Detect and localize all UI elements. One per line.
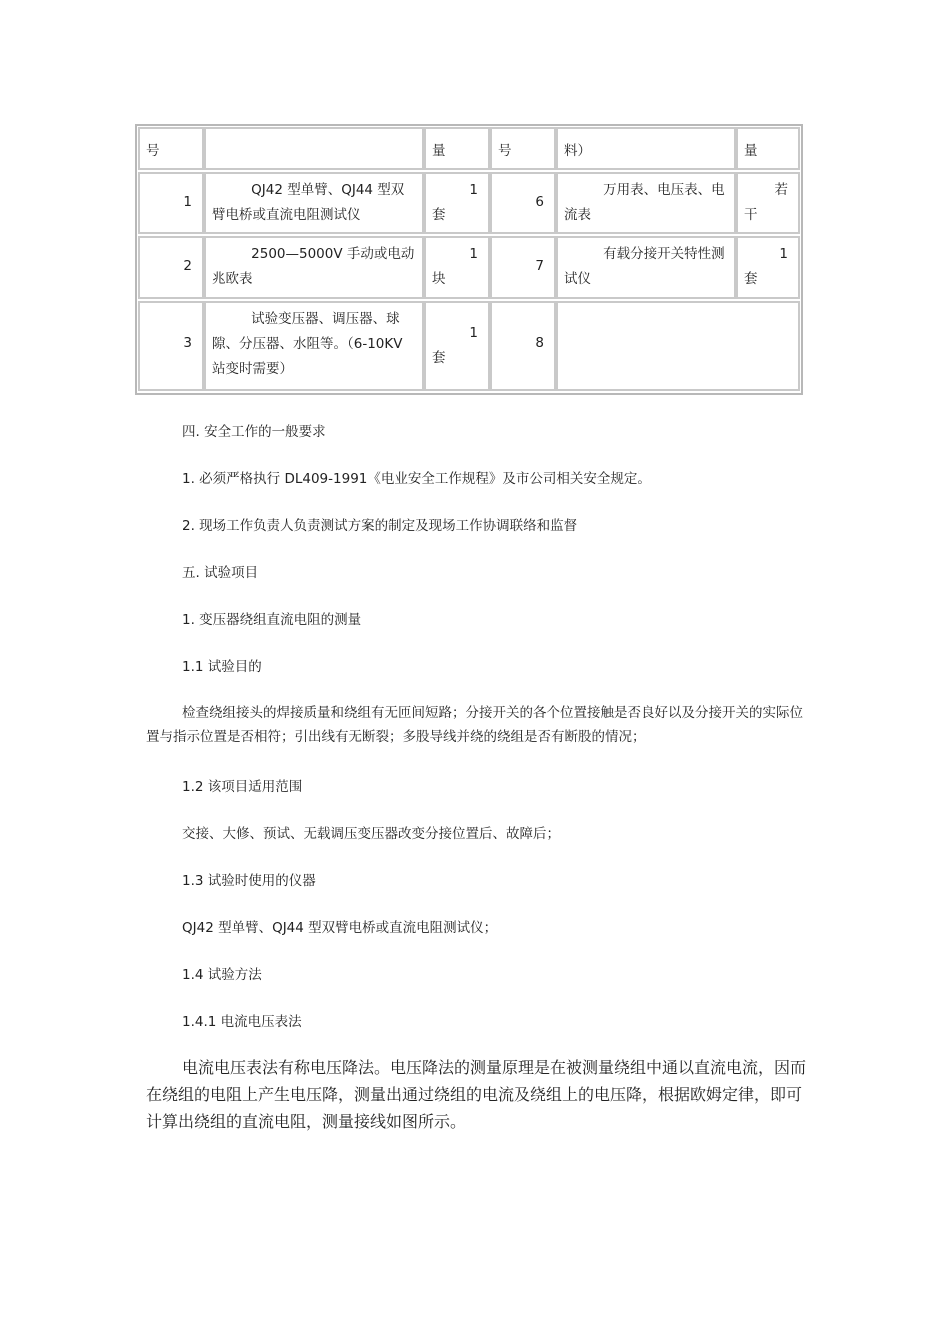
row-3-qty-value: 1 (469, 325, 478, 341)
row-2-quantity-2 (736, 236, 800, 299)
row-2-number-2: 7 (490, 236, 556, 299)
row-2-quantity (424, 236, 490, 299)
safety-item-1: 1. 必须严格执行 DL409-1991《电业安全工作规程》及市公司相关安全规定。 (182, 471, 651, 487)
row-2-qty-unit: 块 (432, 271, 446, 287)
row-1-qty-unit: 套 (432, 207, 446, 223)
row-2-description: 2500—5000V 手动或电动兆欧表 (204, 236, 424, 299)
header-cell-2 (204, 127, 424, 170)
header-cell-1: 号 (138, 127, 204, 170)
section-heading-safety: 四. 安全工作的一般要求 (182, 424, 326, 440)
header-cell-6: 量 (736, 127, 800, 170)
row-1-number-2: 6 (490, 172, 556, 234)
row-3-quantity (424, 301, 490, 391)
test-item-1-title: 1. 变压器绕组直流电阻的测量 (182, 612, 362, 628)
subsection-1-3: 1.3 试验时使用的仪器 (182, 873, 316, 889)
header-cell-3: 量 (424, 127, 490, 170)
subsection-1-1: 1.1 试验目的 (182, 659, 262, 675)
subsection-1-2: 1.2 该项目适用范围 (182, 779, 303, 795)
row-2-description-2: 有载分接开关特性测试仪 (556, 236, 736, 299)
section-heading-tests: 五. 试验项目 (182, 565, 259, 581)
row-1-quantity-2 (736, 172, 800, 234)
purpose-paragraph: 检查绕组接头的焊接质量和绕组有无匝间短路；分接开关的各个位置接触是否良好以及分接开关的实际位置与指示位置是否相符；引出线有无断裂；多股导线并绕的绕组是否有断股的情况； (146, 705, 803, 745)
row-3-qty-unit: 套 (432, 350, 446, 366)
row-2-qty-value-2: 1 (779, 246, 788, 262)
row-1-number: 1 (138, 172, 204, 234)
instrument-paragraph: QJ42 型单臂、QJ44 型双臂电桥或直流电阻测试仪； (182, 920, 498, 936)
row-1-description-2: 万用表、电压表、电流表 (556, 172, 736, 234)
header-cell-4: 号 (490, 127, 556, 170)
row-1-description: QJ42 型单臂、QJ44 型双臂电桥或直流电阻测试仪 (204, 172, 424, 234)
method-paragraph: 电流电压表法有称电压降法。电压降法的测量原理是在被测量绕组中通以直流电流，因而在绕组的电阻上产生电压降，测量出通过绕组的电流及绕组上的电压降，根据欧姆定律，即可计算出绕组的直流电阻，测量接线如图所示。 (146, 1058, 807, 1131)
scope-paragraph: 交接、大修、预试、无载调压变压器改变分接位置后、故障后； (182, 826, 560, 842)
row-3-description: 试验变压器、调压器、球隙、分压器、水阻等。（6-10KV 站变时需要） (204, 301, 424, 391)
row-2-number: 2 (138, 236, 204, 299)
row-3-number: 3 (138, 301, 204, 391)
header-cell-5: 料） (556, 127, 736, 170)
row-3-empty-cell (556, 301, 800, 391)
row-2-qty-unit-2: 套 (744, 271, 758, 287)
safety-item-2: 2. 现场工作负责人负责测试方案的制定及现场工作协调联络和监督 (182, 518, 578, 534)
subsection-1-4: 1.4 试验方法 (182, 967, 262, 983)
subsection-1-4-1: 1.4.1 电流电压表法 (182, 1014, 302, 1030)
equipment-table (135, 124, 803, 395)
row-1-quantity (424, 172, 490, 234)
row-1-qty-value-2: 若 (774, 182, 788, 198)
row-1-qty-value: 1 (469, 182, 478, 198)
row-2-qty-value: 1 (469, 246, 478, 262)
row-3-number-2: 8 (490, 301, 556, 391)
row-1-qty-unit-2: 干 (744, 207, 758, 223)
